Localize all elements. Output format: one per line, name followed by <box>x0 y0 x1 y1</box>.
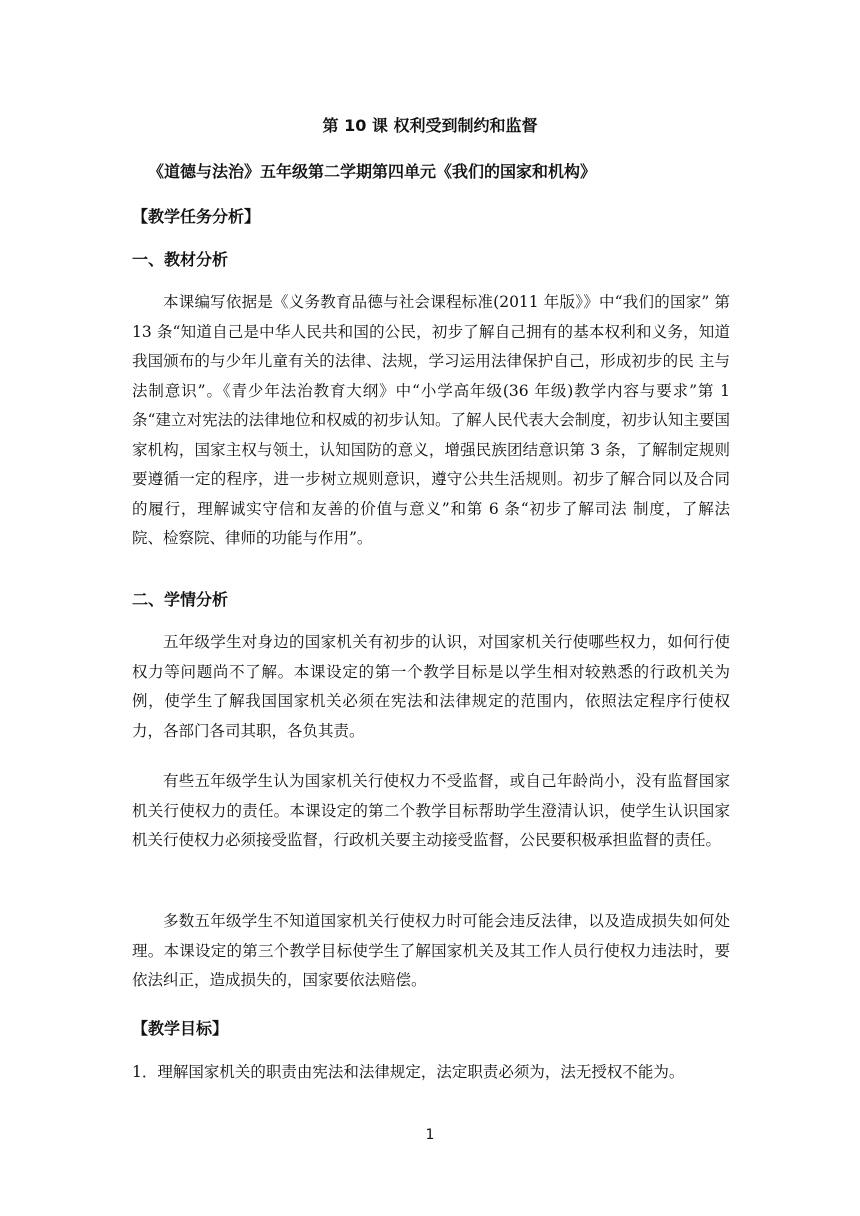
heading-textbook-analysis: 一、教材分析 <box>132 250 229 269</box>
paragraph-textbook-analysis: 本课编写依据是《义务教育品德与社会课程标准(2011 年版》》中“我们的国家” 第 13 条“知道自己是中华人民共和国的公民，初步了解自己拥有的基本权利和义务，知道我国颁布的与少年儿童有关的法律、法规，学习运用法律保护自己，形成初步的民 主与法制意识”。《青少年法治教育大纲》中“小学高年级(36 年级)教学内容与要求”第 1 条“建立对宪法的法律地位和权威的初步认知。了解人民代表大会制度，初步认知主要国家机构，国家主权与领土，认知国防的意义，增强民族团结意识第 3 条，了解制定规则要遵循一定的程序，进一步树立规则意识，遵守公共生活规则。初步了解合同以及合同的履行，理解诚实守信和友善的价值与意义”和第 6 条“初步了解司法 制度，了解法院、检察院、律师的功能与作用”。 <box>132 293 730 547</box>
heading-learner-analysis: 二、学情分析 <box>132 590 229 609</box>
section-heading-task-analysis: 【教学任务分析】 <box>132 207 261 226</box>
objective-item-1: 1．理解国家机关的职责由宪法和法律规定，法定职责必须为，法无授权不能为。 <box>132 1063 685 1081</box>
section-heading-objectives: 【教学目标】 <box>132 1019 229 1038</box>
paragraph-learner-3: 多数五年级学生不知道国家机关行使权力时可能会违反法律，以及造成损失如何处 理。本课设定的第三个教学目标使学生了解国家机关及其工作人员行使权力违法时，要依法纠正，造成损失的，国家要依法赔偿。 <box>132 912 730 989</box>
paragraph-learner-2: 有些五年级学生认为国家机关行使权力不受监督，或自己年龄尚小，没有监督国家机关行使权力的责任。本课设定的第二个教学目标帮助学生澄清认识，使学生认识国家 机关行使权力必须接受监督，行政机关要主动接受监督，公民要积极承担监督的责任。 <box>132 772 730 849</box>
course-subtitle: 《道德与法治》五年级第二学期第四单元《我们的国家和机构》 <box>148 162 597 181</box>
paragraph-learner-1: 五年级学生对身边的国家机关有初步的认识，对国家机关行使哪些权力，如何行使权力等问题尚不了解。本课设定的第一个教学目标是以学生相对较熟悉的行政机关为例，使学生了解我国国家机关必须在宪法和法律规定的范围内，依照法定程序行使权 力，各部门各司其职，各负其责。 <box>132 633 730 740</box>
page-number: 1 <box>425 1127 435 1143</box>
lesson-title: 第 10 课 权利受到制约和监督 <box>322 116 538 135</box>
